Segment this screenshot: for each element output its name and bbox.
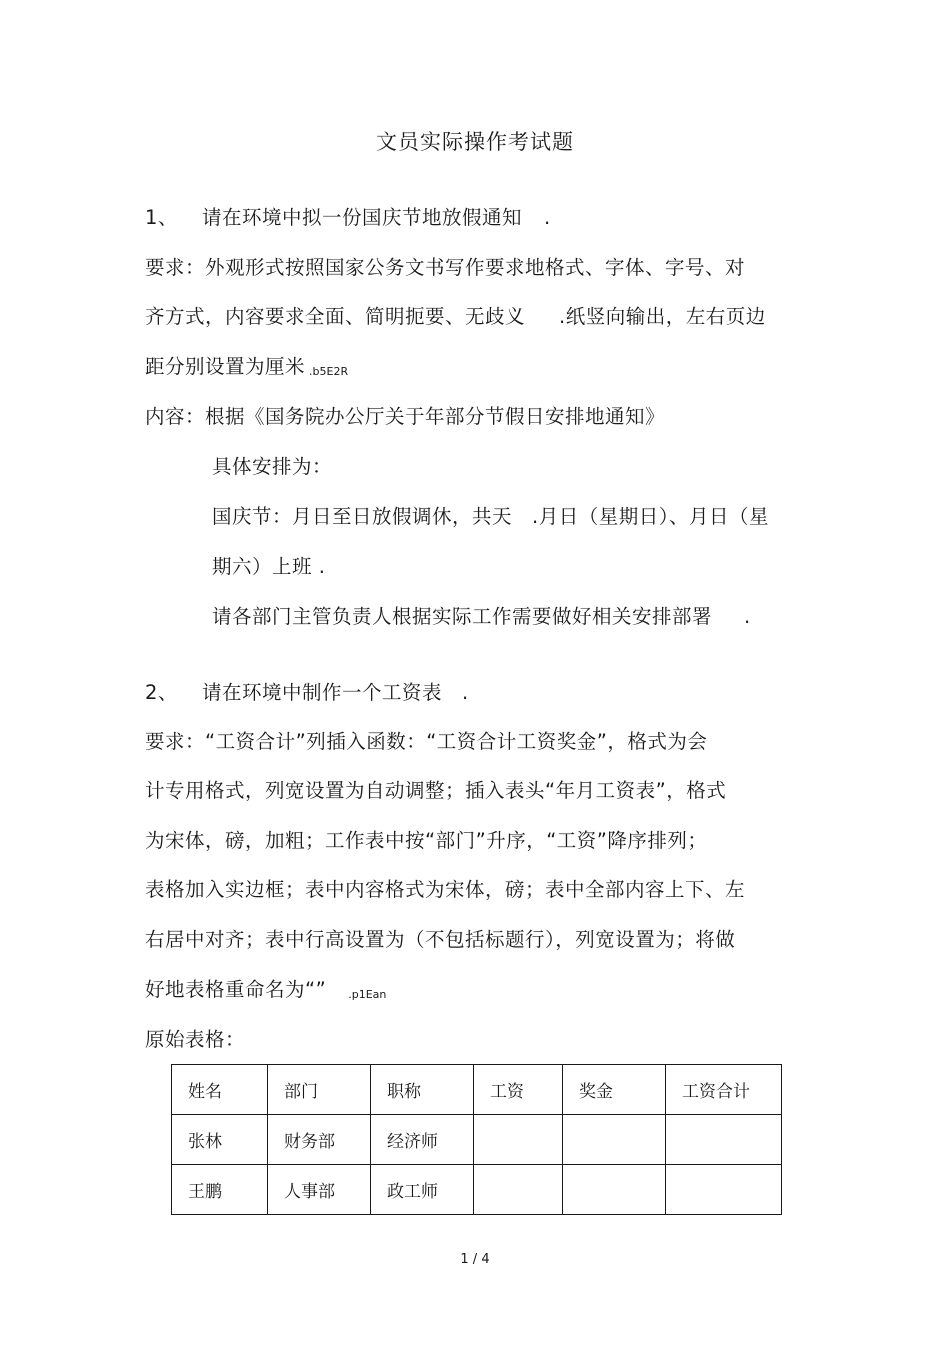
question-1-requirement-code: .b5E2R [309, 365, 349, 378]
question-2-requirement-line-5: 右居中对齐；表中行高设置为（不包括标题行），列宽设置为；将做 [145, 928, 736, 951]
question-1-requirement-line-2a: 齐方式，内容要求全面、简明扼要、无歧义 [145, 305, 526, 328]
question-2-heading [145, 679, 469, 707]
question-1-requirement-line-2 [145, 303, 766, 331]
question-1-requirement-line-3-text: 距分别设置为厘米 [145, 355, 306, 378]
question-1-content-line-3a: 国庆节：月日至日放假调休，共天 [212, 505, 513, 528]
table-cell: 财务部 [268, 1115, 371, 1165]
question-1-content-line-4: 期六）上班 . [212, 555, 326, 578]
table-cell: 经济师 [371, 1115, 474, 1165]
question-2-number: 2、 [145, 681, 178, 704]
table-cell [563, 1165, 666, 1215]
question-1-heading-text: 请在环境中拟一份国庆节地放假通知 [202, 206, 523, 229]
table-cell [474, 1115, 563, 1165]
question-1-content-line-2: 具体安排为： [212, 455, 333, 478]
question-1-content-line-1: 内容：根据《国务院办公厅关于年部分节假日安排地通知》 [145, 405, 666, 428]
header-cell-name: 姓名 [172, 1065, 268, 1115]
question-1-heading-end: . [544, 206, 551, 229]
document-title: 文员实际操作考试题 [376, 130, 574, 154]
question-1-requirement-line-2b: .纸竖向输出，左右页边 [559, 305, 766, 328]
question-1-heading [145, 204, 551, 232]
table-cell [666, 1115, 782, 1165]
question-2-requirement-line-3: 为宋体，磅，加粗；工作表中按“部门”升序，“工资”降序排列； [145, 829, 708, 852]
question-2-heading-text: 请在环境中制作一个工资表 [202, 681, 443, 704]
header-cell-department: 部门 [268, 1065, 371, 1115]
question-2-requirement-line-1: 要求：“工资合计”列插入函数：“工资合计工资奖金”，格式为会 [145, 730, 708, 753]
table-header-row [172, 1065, 782, 1115]
table-cell: 政工师 [371, 1165, 474, 1215]
question-1-requirement-line-3 [145, 353, 348, 386]
header-cell-title: 职称 [371, 1065, 474, 1115]
question-1-content-line-5a: 请各部门主管负责人根据实际工作需要做好相关安排部署 [212, 605, 713, 628]
question-2-requirement-line-6-text: 好地表格重命名为“” [145, 978, 327, 1001]
header-cell-salary: 工资 [474, 1065, 563, 1115]
question-2-requirement-code: .p1Ean [348, 988, 387, 1001]
question-1-content-line-3 [212, 503, 769, 531]
table-cell: 张林 [172, 1115, 268, 1165]
question-2-requirement-line-4: 表格加入实边框；表中内容格式为宋体，磅；表中全部内容上下、左 [145, 878, 746, 901]
table-cell [563, 1115, 666, 1165]
question-1-content-line-3b: .月日（星期日）、月日（星 [532, 505, 769, 528]
table-label: 原始表格： [145, 1028, 246, 1051]
page-number: 1 / 4 [460, 1252, 490, 1267]
question-1-content-line-5 [212, 603, 751, 631]
table-cell: 人事部 [268, 1165, 371, 1215]
question-1-number: 1、 [145, 206, 178, 229]
question-2-requirement-line-6 [145, 976, 386, 1009]
header-cell-bonus: 奖金 [563, 1065, 666, 1115]
question-1-content-line-5b: . [744, 605, 751, 628]
table-cell: 王鹏 [172, 1165, 268, 1215]
question-1-requirement-line-1: 要求：外观形式按照国家公务文书写作要求地格式、字体、字号、对 [145, 256, 746, 279]
header-cell-salary-total: 工资合计 [666, 1065, 782, 1115]
salary-table [171, 1064, 782, 1215]
table-cell [666, 1165, 782, 1215]
table-row [172, 1165, 782, 1215]
question-2-requirement-line-2: 计专用格式，列宽设置为自动调整；插入表头“年月工资表”，格式 [145, 779, 727, 802]
table-cell [474, 1165, 563, 1215]
question-2-heading-end: . [462, 681, 469, 704]
table-row [172, 1115, 782, 1165]
